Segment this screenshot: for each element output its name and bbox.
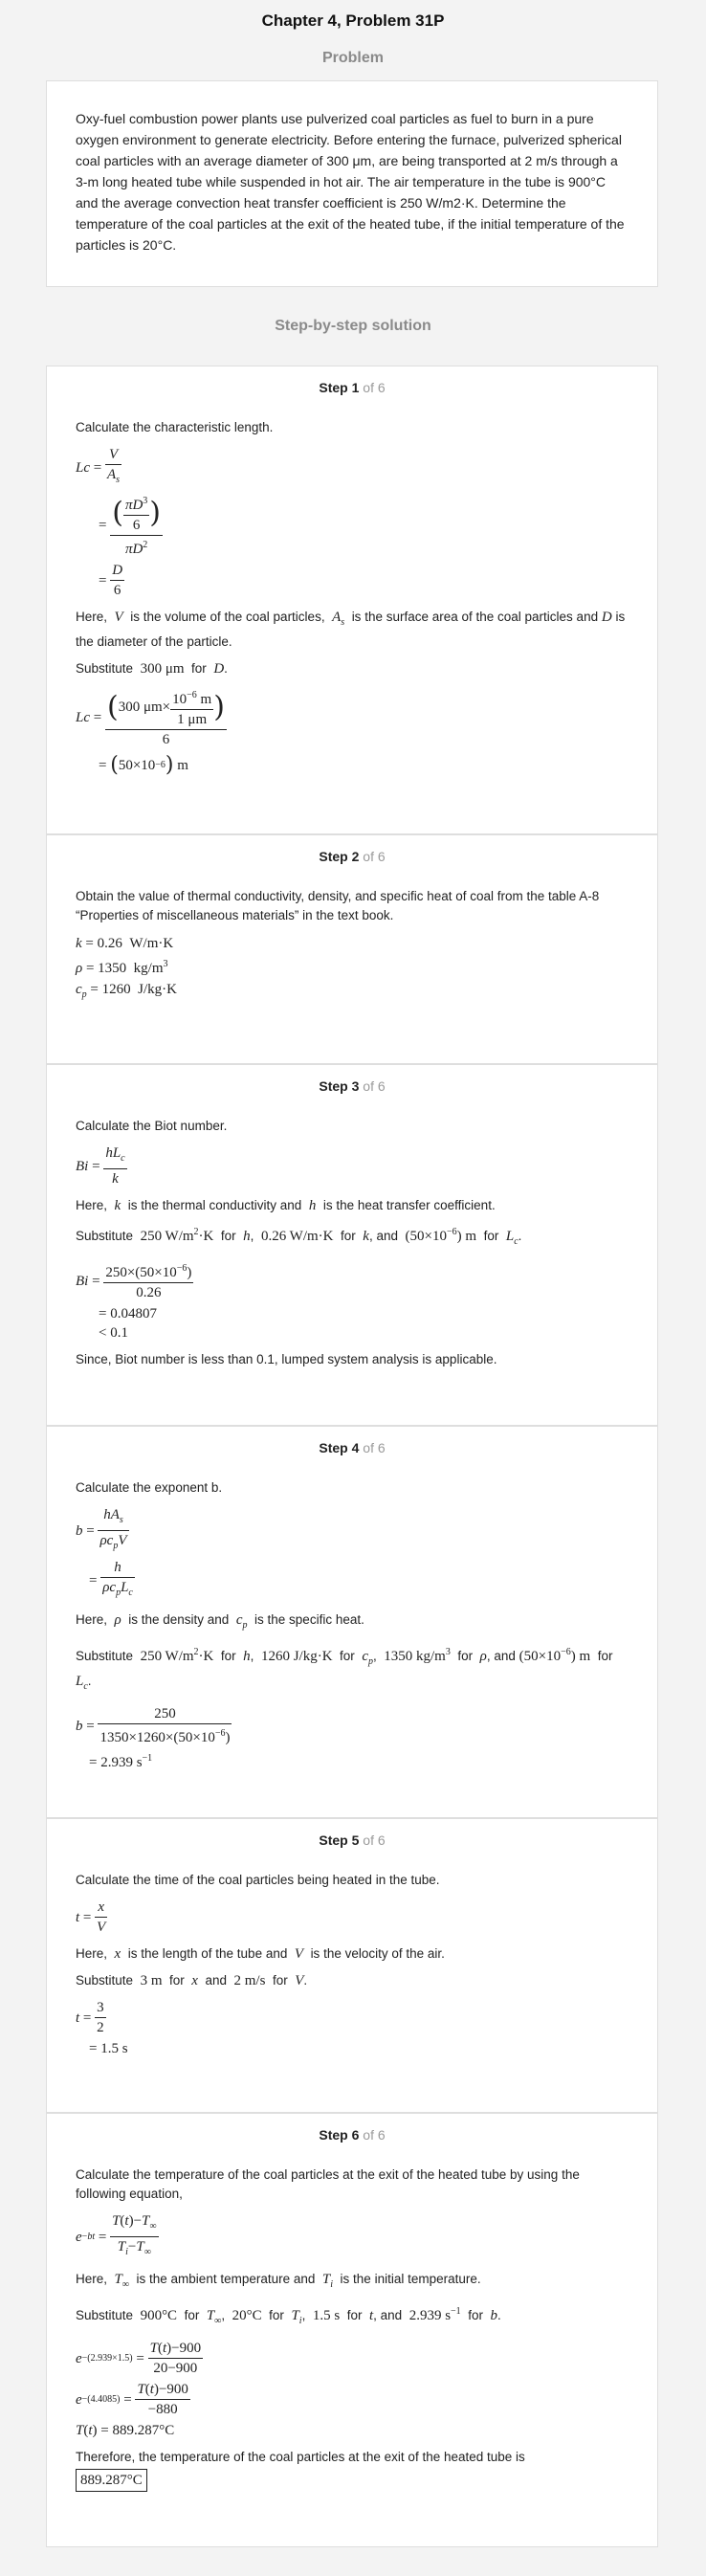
step-conclusion: Therefore, the temperature of the coal particles at the exit of the heated tube is [76, 2450, 525, 2464]
equation: Bi = $\frac{250\times(50\times 10^{-6})}{0.26}$ = 0.04807 < 0.1 [76, 1259, 629, 1343]
step-intro: Obtain the value of thermal conductivity, density, and specific heat of coal from the table A-8 “Properties of miscellaneous materials” in the text book. [76, 889, 600, 922]
equation: b = $\frac{250}{1350\times 1260\times(50\times 10^{-6})}$ = 2.939 $s^{-1}$ [76, 1706, 231, 1770]
step-intro: Calculate the characteristic length. [76, 420, 274, 434]
step-substitution: Substitute 3 m for x and 2 m/s for V. [76, 1973, 308, 1988]
problem-label: Problem [321, 50, 384, 66]
equation: t = $\frac{3}{2}$ = 1.5 s [76, 2000, 128, 2056]
equation: e −bt = $\frac{T(t)-T_\infty}{T_i-T_\infty}$ [76, 2213, 157, 2257]
step-card-2 [46, 834, 658, 1064]
equation: t = $\frac{x}{V}$ [76, 1899, 106, 1935]
step-explanation: Here, ρ is the density and $c_p$ is the specific heat. [76, 1612, 364, 1631]
step-card-6 [46, 2113, 658, 2547]
equation: L c = $\frac{V}{A_s}$ = ( $\frac{\pi D^3}{6}$ ) $\pi D^2$ = $\frac{D}{6}$ [76, 447, 162, 598]
step-intro: Calculate the Biot number. [76, 1119, 228, 1133]
equation: e −(2.939×1.5) = $\frac{T(t)-900}{20-900}$ e −(4.4085) = $\frac{T(t)-900}{-880}$ T(t) = 889.287°C [76, 2341, 202, 2438]
step-explanation: Here, x is the length of the tube and V is the velocity of the air. [76, 1946, 445, 1962]
step-card-5 [46, 1818, 658, 2113]
step-title: Step 4 of 6 [319, 1440, 386, 1455]
final-answer: 889.287°C [76, 2469, 147, 2492]
page-title: Chapter 4, Problem 31P [261, 11, 445, 30]
step-explanation: Here, V is the volume of the coal particles, $A_s$ is the surface area of the coal particles and D is the diameter of the particle. [76, 610, 626, 649]
problem-box [46, 80, 658, 287]
step-explanation: Here, k is the thermal conductivity and h is the heat transfer coefficient. [76, 1198, 496, 1213]
step-title: Step 3 of 6 [319, 1078, 386, 1094]
step-card-3 [46, 1064, 658, 1426]
step-intro: Calculate the temperature of the coal particles at the exit of the heated tube by using the following equation, [76, 2167, 580, 2201]
equation: Bi = $\frac{hL_c}{k}$ [76, 1145, 125, 1187]
solution-label: Step-by-step solution [275, 318, 431, 334]
step-conclusion: Since, Biot number is less than 0.1, lumped system analysis is applicable. [76, 1352, 497, 1366]
step-explanation: Here, $T_\infty$ is the ambient temperature and $T_i$ is the initial temperature. [76, 2272, 481, 2290]
step-title: Step 1 of 6 [319, 380, 386, 395]
problem-text: Oxy-fuel combustion power plants use pulverized coal particles as fuel to burn in a pure oxygen environment to generate electricity. Before entering the furnace, pulverized spherical coal particles with an average diameter of 300 μm, are being transported at 2 m/s through a 3-m long heated tube while suspended in hot air. The air temperature in the tube is 900°C and the average convection heat transfer coefficient is 250 W/m2·K. Determine the temperature of the coal particles at the exit of the heated tube, if the initial temperature of the particles is 20°C. [76, 111, 625, 253]
step-substitution: Substitute 300 μm for D. [76, 661, 228, 677]
step-title: Step 6 of 6 [319, 2127, 386, 2143]
step-substitution: Substitute 250 $W/m^2\cdot K$ for h, 1260 J/kg·K for $c_p$, 1350 $kg/m^3$ for ρ, and $(50\times 10^{-6})$ m for $L_c$. [76, 1647, 613, 1692]
equation: b = $\frac{hA_s}{\rho c_pV}$ = $\frac{h}{\rho c_pL_c}$ [76, 1507, 133, 1598]
step-card-1 [46, 366, 658, 834]
step-substitution: Substitute 900°C for $T_\infty$, 20°C for $T_i$, 1.5 s for t, and 2.939 $s^{-1}$ for b. [76, 2306, 501, 2326]
step-title: Step 5 of 6 [319, 1832, 386, 1848]
step-intro: Calculate the exponent b. [76, 1480, 223, 1495]
step-intro: Calculate the time of the coal particles being heated in the tube. [76, 1873, 440, 1887]
step-substitution: Substitute 250 $W/m^2\cdot K$ for h, 0.26 W/m·K for k, and $(50\times 10^{-6})$ m for $L_c$. [76, 1227, 522, 1247]
step-title: Step 2 of 6 [319, 849, 386, 864]
step-card-4 [46, 1426, 658, 1818]
equation: L c = (300 μm× $\frac{10^{-6} m}{1 \mu m}$ ) 6 = ( 50×10 −6 ) m [76, 686, 629, 780]
equation: k = 0.26 W/m·K ρ = 1350 $kg/m^3$ $c_p = 1260$ J/kg·K [76, 936, 177, 1000]
